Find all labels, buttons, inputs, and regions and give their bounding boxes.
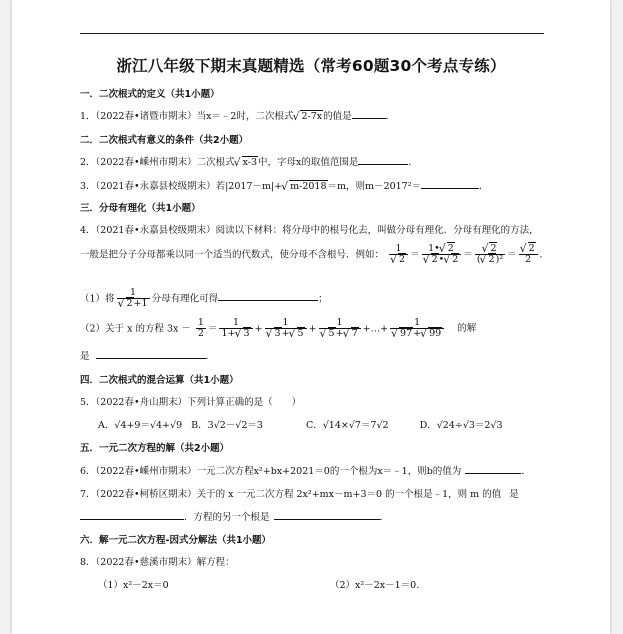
q1-prefix: 1．（2022春•诸暨市期末）当x＝﹣2时，二次根式: [80, 111, 294, 122]
q2-prefix: 2．（2022春•嵊州市期末）二次根式: [80, 157, 235, 168]
part1-fraction: 1 √ 2+1: [117, 288, 150, 310]
section-heading: 二．二次根式有意义的条件（共2小题）: [80, 135, 249, 146]
series-fraction: 1 √ 5+√ 7: [319, 318, 361, 340]
question-7-line-1: [80, 486, 519, 500]
header-rule: [80, 33, 544, 34]
example-fraction: 1•√ 2 √ 2•√ 2: [422, 244, 462, 266]
fraction-half: $\frac{1}{2}$: [197, 317, 204, 340]
question-4-part-1: （1）将 1 √ 2+1 分母有理化可得 ；: [80, 288, 328, 310]
q3-radical: [282, 181, 327, 192]
answer-blank[interactable]: [421, 178, 479, 189]
q2-suffix: 中，字母x的取值范围是: [258, 157, 359, 168]
answer-blank[interactable]: [352, 108, 386, 119]
answer-blank[interactable]: [358, 154, 408, 165]
q2-radicand: x-3: [242, 157, 258, 168]
option-c[interactable]: C．√14×√7＝7√2: [305, 420, 389, 431]
answer-blank[interactable]: [96, 348, 206, 359]
question-5-options: [98, 417, 503, 431]
answer-blank[interactable]: [80, 509, 184, 520]
q3-suffix: ＝m，则m－2017²＝: [327, 181, 422, 192]
q4-part1-suffix: 分母有理化可得: [151, 293, 219, 305]
question-4-part-2-answer: 是 ．: [80, 348, 215, 362]
question-7-line-2: ．方程的另一个根是 ．: [80, 509, 389, 523]
question-2: 2．（2022春•嵊州市期末）二次根式√ x-3中，字母x的取值范围是 ．: [80, 154, 418, 168]
question-8-part-2: （2）x²－2x－1＝0.: [330, 580, 420, 591]
section-heading: 三．分母有理化（共1小题）: [80, 203, 201, 214]
section-heading: 四．二次根式的混合运算（共1小题）: [80, 375, 239, 386]
example-fraction: √ $\frac{2}{2}$: [519, 244, 538, 266]
question-3: 3．（2021春•永嘉县校级期末）若|2017－m|+√ m-2018＝m，则m－2017²＝ ．: [80, 178, 489, 192]
series-fraction: 1 √ 3+√ 5: [265, 318, 307, 340]
q4-part2-tail: 是: [80, 351, 90, 362]
section-heading: 六．解一元二次方程-因式分解法（共1小题）: [80, 535, 272, 546]
q1-radicand: 2-7x: [301, 111, 323, 122]
series-fraction: 1 √ 97+√ 99: [390, 318, 444, 340]
section-heading: 一．二次根式的定义（共1小题）: [80, 89, 220, 100]
question-4-example: 一般是把分子分母都乘以同一个适当的代数式，使分母不含根号．例如： 1 √ 2 ＝ 1•√ 2 √ 2•√ 2 ＝ √ $\frac{2}{\text{(√ 2)²}}$ ＝ √ $\frac{2}{2}$ ．: [80, 244, 549, 266]
question-1: 1．（2022春•诸暨市期末）当x＝﹣2时，二次根式√ 2-7x的值是 ．: [80, 108, 395, 122]
q7-line1-end: 是: [509, 489, 519, 500]
question-8-part-1: （1）x²－2x＝0: [98, 580, 169, 591]
question-4-intro: 4．（2021春•永嘉县校级期末）阅读以下材料：将分母中的根号化去，叫做分母有理化．分母有理化的方法，: [80, 225, 539, 236]
q4-part1-prefix: （1）将: [80, 293, 115, 305]
q6-text: 6．（2022春•嵊州市期末）一元二次方程x²+bx+2021＝0的一个根为x＝﹣1，则b的值为: [80, 466, 462, 477]
question-4-part-2: （2）关于 x 的方程 3x － $\frac{1}{2}$ ＝ $\frac{1}{1+√ 3}$ + 1 √ 3+√ 5 + 1 √ 5+√ 7 +…+ 1 √ 97+√ 99 的解: [80, 318, 476, 340]
series-fraction: $\frac{1}{1+√ 3}$: [219, 318, 252, 340]
answer-blank[interactable]: [274, 509, 380, 520]
option-b[interactable]: B．3√2－√2＝3: [191, 420, 263, 431]
q7-line1: 7．（2022春•柯桥区期末）关于的 x 一元二次方程 2x²+mx－m+3＝0 的一个根是﹣1，则 m 的值: [80, 489, 502, 500]
q4-line2: 一般是把分子分母都乘以同一个适当的代数式，使分母不含根号．例如：: [80, 249, 385, 261]
q4-part2-prefix: （2）关于 x 的方程 3x －: [80, 323, 191, 335]
example-fraction: 1 √ 2: [389, 244, 408, 266]
option-a[interactable]: A．√4+9＝√4+√9: [98, 420, 183, 431]
q4-part2-suffix: 的解: [457, 323, 477, 335]
q7-line2: ．方程的另一个根是: [184, 512, 270, 523]
section-heading: 五．一元二次方程的解（共2小题）: [80, 443, 230, 454]
q3-radicand: m-2018: [290, 181, 327, 192]
question-6: 6．（2022春•嵊州市期末）一元二次方程x²+bx+2021＝0的一个根为x＝﹣1，则b的值为 ．: [80, 463, 531, 477]
page-title: 浙江八年级下期末真题精选（常考60题30个考点专练）: [116, 57, 506, 75]
answer-blank[interactable]: [465, 463, 521, 474]
q2-radical: [235, 157, 258, 168]
q1-suffix: 的值是: [323, 111, 352, 122]
question-8-stem: 8．（2022春•慈溪市期末）解方程：: [80, 557, 235, 568]
document-page: [12, 0, 610, 634]
question-5-stem: 5．（2022春•舟山期末）下列计算正确的是（ ）: [80, 397, 302, 408]
q3-prefix: 3．（2021春•永嘉县校级期末）若|2017－m|+: [80, 181, 283, 192]
option-d[interactable]: D．√24÷√3＝2√3: [419, 420, 503, 431]
answer-blank[interactable]: [218, 290, 318, 301]
example-fraction: √ $\frac{2}{\text{(√ 2)²}}$: [475, 244, 505, 266]
q1-radical: [293, 111, 323, 122]
